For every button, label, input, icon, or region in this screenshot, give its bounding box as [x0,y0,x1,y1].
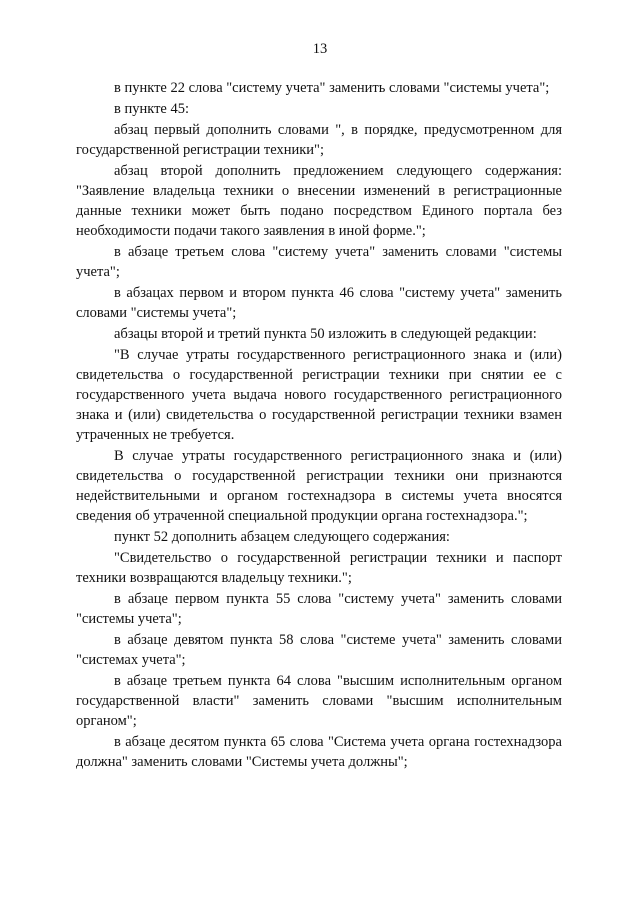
paragraph-1: в пункте 22 слова "систему учета" заменить словами "системы учета"; [114,80,550,96]
paragraph-6: в абзацах первом и втором пункта 46 слова "систему учета" заменить словами "системы учета"; [76,285,562,321]
document-body [76,78,562,773]
paragraph-5: в абзаце третьем слова "систему учета" заменить словами "системы учета"; [76,244,562,280]
paragraph-2: в пункте 45: [114,101,190,117]
paragraph-13: в абзаце девятом пункта 58 слова "системе учета" заменить словами "системах учета"; [76,632,562,668]
paragraph-12: в абзаце первом пункта 55 слова "систему учета" заменить словами "системы учета"; [76,591,562,627]
paragraph-15: в абзаце десятом пункта 65 слова "Система учета органа гостехнадзора должна" заменить словами "Системы учета должны"; [76,734,562,770]
paragraph-7: абзацы второй и третий пункта 50 изложить в следующей редакции: [114,326,537,342]
paragraph-4: абзац второй дополнить предложением следующего содержания: "Заявление владельца техники о внесении изменений в регистрационные данные техники может быть подано посредством Единого портала без необходимости подачи такого заявления в иной форме."; [76,163,562,239]
paragraph-11: "Свидетельство о государственной регистрации техники и паспорт техники возвращаются владельцу техники."; [76,550,562,586]
paragraph-8: "В случае утраты государственного регистрационного знака и (или) свидетельства о государственной регистрации техники при снятии ее с государственного учета выдача нового государственного регистрационного знака и (или) свидетельства о государственной регистрации техники взамен утраченных не требуется. [76,347,562,443]
paragraph-10: пункт 52 дополнить абзацем следующего содержания: [114,529,450,545]
paragraph-9: В случае утраты государственного регистрационного знака и (или) свидетельства о государственной регистрации техники они признаются недействительными и органом гостехнадзора в системы учета вносятся сведения об утраченной специальной продукции органа гостехнадзора."; [76,448,562,524]
paragraph-3: абзац первый дополнить словами ", в порядке, предусмотренном для государственной регистрации техники"; [76,122,562,158]
page-number: 13 [312,41,328,57]
paragraph-14: в абзаце третьем пункта 64 слова "высшим исполнительным органом государственной власти" заменить словами "высшим исполнительным органом"; [76,673,562,729]
